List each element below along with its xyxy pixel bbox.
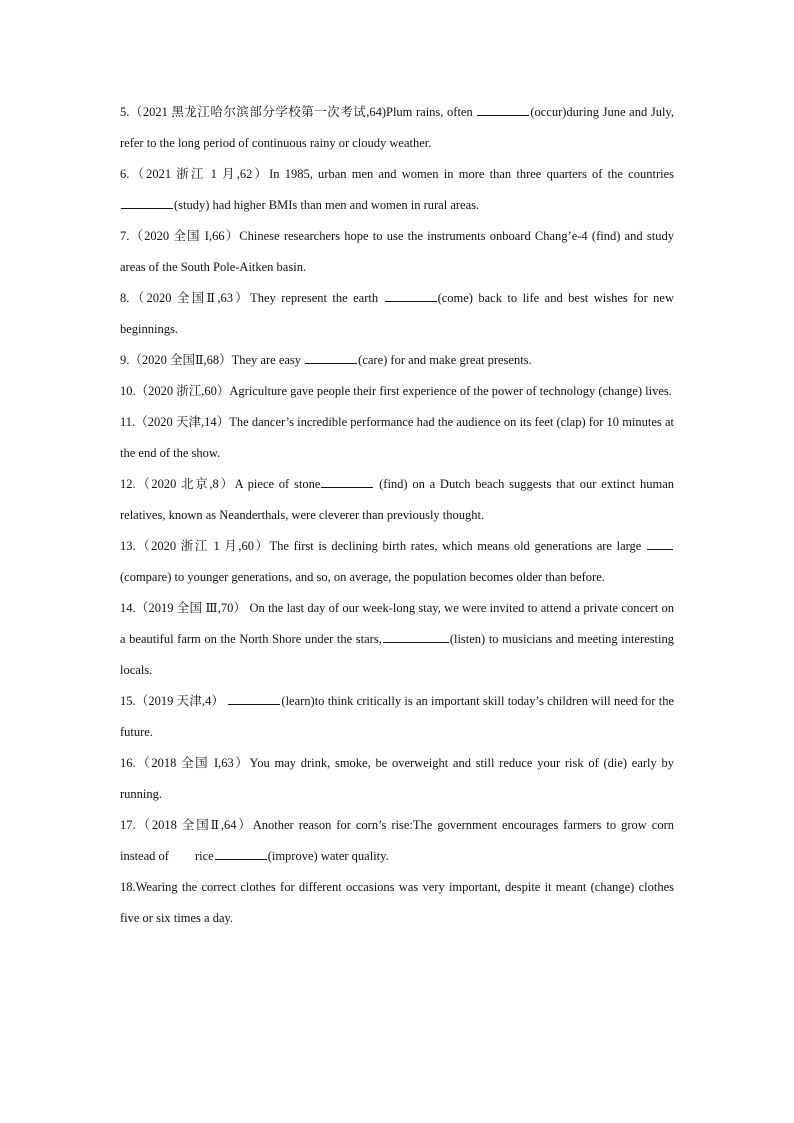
list-item	[120, 97, 674, 159]
item-text: 12.（2020 北京,8）A piece of stone	[120, 477, 321, 491]
list-item	[120, 159, 674, 221]
item-text: (occur)during June and July, refer to the long period of continuous rainy or cloudy weather.	[120, 105, 674, 150]
item-text: (learn)to think critically is an important skill today’s children will need for the future.	[120, 694, 674, 739]
list-item	[120, 469, 674, 531]
answer-blank[interactable]	[385, 287, 437, 302]
list-item	[120, 872, 674, 934]
item-text: 8.（2020 全国Ⅱ,63）They represent the earth	[120, 291, 384, 305]
list-item	[120, 810, 674, 872]
answer-blank[interactable]	[647, 535, 673, 550]
answer-blank[interactable]	[215, 845, 267, 860]
item-text: 17.（2018 全国Ⅱ,64）Another reason for corn’s rise:The government encourages farmers to grow corn instead of	[120, 818, 674, 863]
item-text: 16.（2018 全国 I,63）You may drink, smoke, be overweight and still reduce your risk of (die) early by running.	[120, 756, 674, 801]
item-text: (improve) water quality.	[267, 849, 389, 863]
item-text: (find) on a Dutch beach suggests that our extinct human relatives, known as Neanderthals, were cleverer than previously thought.	[120, 477, 674, 522]
list-item	[120, 345, 674, 376]
item-text: (study) had higher BMIs than men and women in rural areas.	[174, 198, 480, 212]
list-item	[120, 376, 674, 407]
answer-blank[interactable]	[228, 690, 280, 705]
item-text: 15.（2019 天津,4）	[120, 694, 228, 708]
exercise-list	[120, 97, 674, 934]
item-text: (care) for and make great presents.	[358, 353, 532, 367]
item-text: (listen) to musicians and meeting interesting locals.	[120, 632, 674, 677]
item-text: 7.（2020 全国 I,66）Chinese researchers hope to use the instruments onboard Chang’e-4 (find) and study areas of the South Pole-Aitken basin.	[120, 229, 674, 274]
item-text: (come) back to life and best wishes for new beginnings.	[120, 291, 674, 336]
item-text: 6.（2021 浙江 1 月,62）In 1985, urban men and women in more than three quarters of the countries	[120, 167, 674, 181]
answer-blank[interactable]	[477, 101, 529, 116]
list-item	[120, 593, 674, 686]
list-item	[120, 686, 674, 748]
item-text: 10.（2020 浙江,60）Agriculture gave people their first experience of the power of technology (change) lives.	[120, 384, 672, 398]
item-text: 14.（2019 全国 Ⅲ,70） On the last day of our week-long stay, we were invited to attend a private concert on a beautiful farm on the North Shore under the stars,	[120, 601, 674, 646]
list-item	[120, 221, 674, 283]
list-item	[120, 531, 674, 593]
answer-blank[interactable]	[383, 628, 449, 643]
list-item	[120, 748, 674, 810]
list-item	[120, 407, 674, 469]
item-text: 13.（2020 浙江 1 月,60）The first is declining birth rates, which means old generations are large	[120, 539, 646, 553]
list-item	[120, 283, 674, 345]
answer-blank[interactable]	[321, 473, 373, 488]
item-text: 18.Wearing the correct clothes for different occasions was very important, despite it meant (change) clothes five or six times a day.	[120, 880, 674, 925]
item-text: 11.（2020 天津,14）The dancer’s incredible performance had the audience on its feet (clap) for 10 minutes at the end of the show.	[120, 415, 674, 460]
answer-blank[interactable]	[305, 349, 357, 364]
item-text: (compare) to younger generations, and so, on average, the population becomes older than before.	[120, 570, 605, 584]
item-text: rice	[194, 849, 214, 863]
item-text: 9.（2020 全国Ⅱ,68）They are easy	[120, 353, 305, 367]
item-text: 5.（2021 黑龙江哈尔滨部分学校第一次考试,64)Plum rains, often	[120, 105, 477, 119]
answer-blank[interactable]	[121, 194, 173, 209]
